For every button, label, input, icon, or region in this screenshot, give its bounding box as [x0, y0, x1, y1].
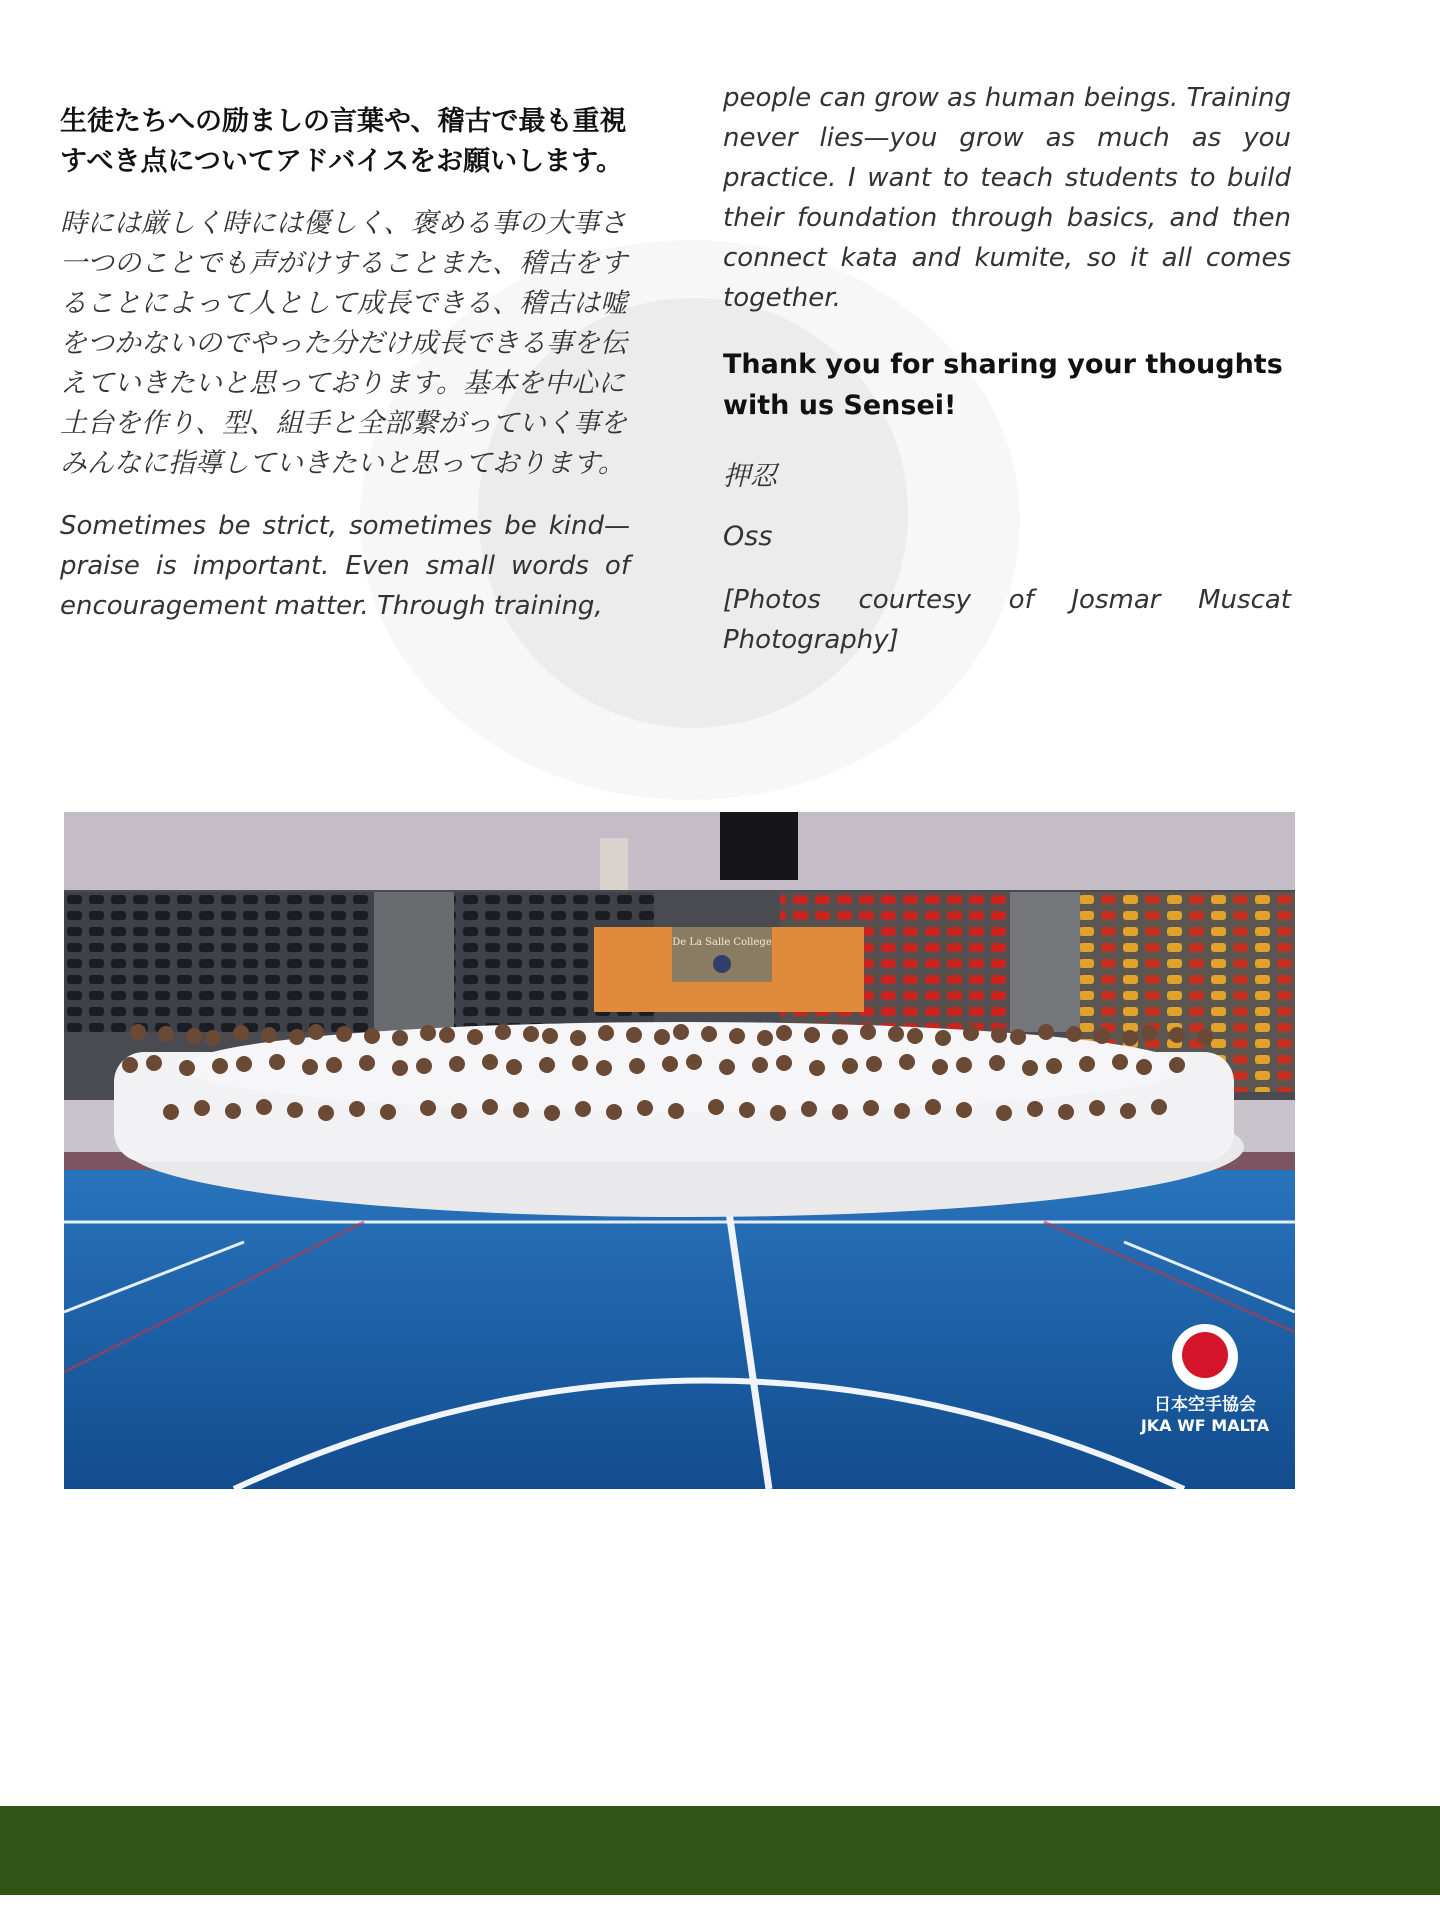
photo-person-head [1022, 1060, 1038, 1076]
photo-crest-icon [713, 955, 731, 973]
photo-person-head [289, 1029, 305, 1045]
photo-person-head [1169, 1057, 1185, 1073]
jka-logo-sun-icon [1182, 1332, 1228, 1378]
photo-person-head [1010, 1029, 1026, 1045]
photo-person-head [888, 1026, 904, 1042]
photo-person-head [1151, 1099, 1167, 1115]
photo-person-head [932, 1059, 948, 1075]
photo-person-head [495, 1024, 511, 1040]
photo-credit: [Photos courtesy of Josmar Muscat Photography] [723, 585, 1291, 655]
photo-person-head [1141, 1025, 1157, 1041]
photo-person-head [1112, 1054, 1128, 1070]
photo-person-head [956, 1102, 972, 1118]
photo-person-head [572, 1055, 588, 1071]
photo-person-head [439, 1027, 455, 1043]
photo-person-head [1089, 1100, 1105, 1116]
oss-english: Oss [723, 521, 773, 552]
photo-person-head [308, 1024, 324, 1040]
photo-person-head [894, 1103, 910, 1119]
photo-stairs-right [1010, 892, 1080, 1032]
photo-back-wall [64, 812, 1295, 897]
photo-person-head [256, 1099, 272, 1115]
photo-person-head [349, 1101, 365, 1117]
photo-person-head [935, 1030, 951, 1046]
photo-person-head [225, 1103, 241, 1119]
photo-person-head [539, 1057, 555, 1073]
photo-person-head [506, 1059, 522, 1075]
photo-person-head [860, 1024, 876, 1040]
photo-person-head [163, 1104, 179, 1120]
photo-person-head [1169, 1027, 1185, 1043]
photo-person-head [130, 1024, 146, 1040]
photo-person-head [1136, 1059, 1152, 1075]
photo-person-head [1038, 1024, 1054, 1040]
photo-person-head [626, 1027, 642, 1043]
photo-person-head [842, 1058, 858, 1074]
photo-person-head [757, 1030, 773, 1046]
photo-person-head [739, 1102, 755, 1118]
group-photo [64, 812, 1295, 1489]
photo-person-head [673, 1024, 689, 1040]
photo-person-head [668, 1103, 684, 1119]
photo-person-head [662, 1056, 678, 1072]
photo-person-head [832, 1029, 848, 1045]
photo-person-head [523, 1026, 539, 1042]
photo-person-head [542, 1028, 558, 1044]
photo-person-head [708, 1099, 724, 1115]
photo-person-head [146, 1055, 162, 1071]
photo-person-head [186, 1028, 202, 1044]
photo-person-head [701, 1026, 717, 1042]
photo-person-head [654, 1029, 670, 1045]
answer-japanese: 時には厳しく時には優しく、褒める事の大事さ一つのことでも声がけすることまた、稽古をすることによって人として成長できる、稽古は嘘をつかないのでやった分だけ成長できる事を伝えていきたいと思っております。基本を中心に土台を作り、型、組手と全部繋がっていく事をみんなに指導していきたいと思っております。 [60, 208, 627, 479]
photo-person-head [606, 1104, 622, 1120]
photo-person-head [451, 1103, 467, 1119]
photo-person-head [233, 1025, 249, 1041]
answer-english-part2: people can grow as human beings. Training never lies—you grow as much as you practice. I want to teach students to build their foundation through basics, and then connect kata and kumite, so it all comes together. [723, 83, 1291, 313]
left-column [60, 72, 630, 626]
photo-person-head [416, 1058, 432, 1074]
photo-person-head [544, 1105, 560, 1121]
photo-person-head [364, 1028, 380, 1044]
photo-person-head [1120, 1103, 1136, 1119]
photo-person-head [1027, 1101, 1043, 1117]
photo-person-head [866, 1056, 882, 1072]
photo-person-head [989, 1055, 1005, 1071]
jka-watermark-en: JKA WF MALTA [1140, 1416, 1270, 1435]
photo-person-head [420, 1025, 436, 1041]
photo-person-head [212, 1058, 228, 1074]
photo-sign [672, 927, 772, 982]
photo-person-head [996, 1105, 1012, 1121]
photo-person-head [449, 1056, 465, 1072]
photo-person-head [575, 1101, 591, 1117]
photo-person-head [359, 1055, 375, 1071]
photo-person-head [392, 1060, 408, 1076]
photo-person-head [467, 1029, 483, 1045]
photo-speaker [720, 812, 798, 880]
photo-person-head [1058, 1104, 1074, 1120]
photo-person-head [907, 1028, 923, 1044]
photo-person-head [776, 1055, 792, 1071]
photo-person-head [420, 1100, 436, 1116]
photo-person-head [482, 1054, 498, 1070]
photo-person-head [336, 1026, 352, 1042]
jka-watermark-jp: 日本空手協会 [1154, 1395, 1256, 1415]
photo-person-head [261, 1027, 277, 1043]
photo-person-head [956, 1057, 972, 1073]
interview-question: 生徒たちへの励ましの言葉や、稽古で最も重視すべき点についてアドバイスをお願いします。 [60, 106, 627, 177]
photo-person-head [482, 1099, 498, 1115]
photo-person-head [686, 1054, 702, 1070]
photo-person-head [629, 1058, 645, 1074]
photo-person-head [179, 1060, 195, 1076]
photo-group [114, 1022, 1244, 1217]
photo-person-head [863, 1100, 879, 1116]
photo-stairs-left [374, 892, 454, 1032]
photo-person-head [236, 1056, 252, 1072]
photo-person-head [776, 1025, 792, 1041]
photo-person-head [598, 1025, 614, 1041]
photo-person-head [205, 1030, 221, 1046]
photo-person-head [963, 1025, 979, 1041]
photo-person-head [326, 1057, 342, 1073]
right-column [723, 72, 1291, 660]
oss-japanese: 押忍 [723, 461, 777, 492]
photo-person-head [925, 1099, 941, 1115]
photo-person-head [1122, 1030, 1138, 1046]
photo-person-head [1079, 1056, 1095, 1072]
photo-person-head [991, 1027, 1007, 1043]
photo-person-head [302, 1059, 318, 1075]
answer-english-part1: Sometimes be strict, sometimes be kind—praise is important. Even small words of encouragement matter. Through training, [60, 511, 630, 621]
photo-person-head [287, 1102, 303, 1118]
photo-person-head [380, 1104, 396, 1120]
photo-person-head [570, 1030, 586, 1046]
photo-person-head [804, 1027, 820, 1043]
photo-person-head [158, 1026, 174, 1042]
photo-person-head [899, 1054, 915, 1070]
photo-seats-left [64, 892, 374, 1032]
photo-door [600, 838, 628, 896]
photo-person-head [770, 1105, 786, 1121]
photo-person-head [729, 1028, 745, 1044]
photo-person-head [719, 1059, 735, 1075]
photo-person-head [637, 1100, 653, 1116]
photo-person-head [194, 1100, 210, 1116]
photo-person-head [1046, 1058, 1062, 1074]
photo-person-head [596, 1060, 612, 1076]
photo-person-head [269, 1054, 285, 1070]
footer-band [0, 1806, 1440, 1895]
photo-person-head [801, 1101, 817, 1117]
photo-person-head [752, 1057, 768, 1073]
photo-person-head [1094, 1028, 1110, 1044]
photo-person-head [832, 1104, 848, 1120]
photo-person-head [122, 1057, 138, 1073]
photo-sign-text: De La Salle College [672, 937, 772, 948]
photo-person-head [318, 1105, 334, 1121]
photo-person-head [1066, 1026, 1082, 1042]
thanks-heading: Thank you for sharing your thoughts with us Sensei! [723, 349, 1283, 421]
photo-person-head [1197, 1029, 1213, 1045]
photo-person-head [392, 1030, 408, 1046]
photo-person-head [809, 1060, 825, 1076]
photo-person-head [513, 1102, 529, 1118]
